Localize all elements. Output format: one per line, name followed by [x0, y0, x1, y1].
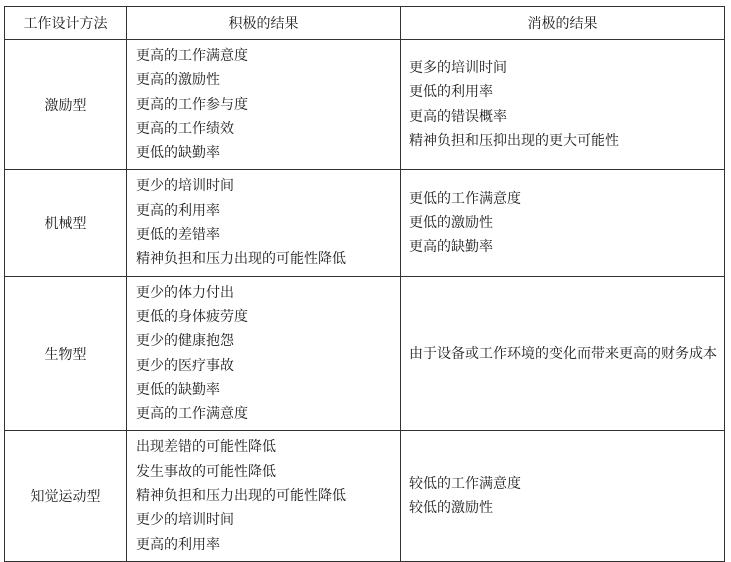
negative-item: 更低的利用率 [409, 84, 493, 101]
positive-results [127, 170, 401, 276]
negative-results [401, 431, 725, 561]
table-row [5, 431, 725, 561]
negative-item: 精神负担和压抑出现的更大可能性 [409, 133, 619, 150]
header-method: 工作设计方法 [5, 7, 127, 40]
positive-item: 更少的健康抱怨 [136, 333, 234, 350]
positive-item: 更高的工作绩效 [136, 120, 234, 137]
positive-item: 更低的缺勤率 [136, 381, 220, 398]
positive-item: 更高的工作参与度 [136, 96, 248, 113]
positive-item: 更低的差错率 [136, 227, 220, 244]
positive-item: 更少的培训时间 [136, 512, 234, 529]
positive-item: 更少的培训时间 [136, 178, 234, 195]
negative-results [401, 170, 725, 276]
positive-item: 更少的医疗事故 [136, 357, 234, 374]
negative-results [401, 276, 725, 431]
positive-item: 精神负担和压力出现的可能性降低 [136, 251, 346, 268]
positive-results [127, 431, 401, 561]
negative-item: 更高的错误概率 [409, 108, 507, 125]
positive-item: 精神负担和压力出现的可能性降低 [136, 488, 346, 505]
header-positive: 积极的结果 [127, 7, 401, 40]
positive-item: 更高的工作满意度 [136, 406, 248, 423]
table-row [5, 40, 725, 170]
positive-item: 更高的工作满意度 [136, 48, 248, 64]
method-cell: 知觉运动型 [5, 431, 127, 561]
positive-item: 更少的体力付出 [136, 284, 234, 301]
negative-item: 更低的激励性 [409, 214, 493, 231]
table-row [5, 170, 725, 276]
positive-item: 更低的缺勤率 [136, 145, 220, 162]
method-cell: 生物型 [5, 276, 127, 431]
positive-results [127, 40, 401, 170]
positive-item: 更高的利用率 [136, 202, 220, 219]
positive-results [127, 276, 401, 431]
negative-item: 较低的激励性 [409, 500, 493, 517]
negative-results [401, 40, 725, 170]
negative-item: 较低的工作满意度 [409, 475, 521, 492]
method-cell: 机械型 [5, 170, 127, 276]
positive-item: 更高的利用率 [136, 536, 220, 553]
header-row [5, 7, 725, 40]
negative-item: 更低的工作满意度 [409, 190, 521, 207]
negative-item: 更多的培训时间 [409, 60, 507, 77]
positive-item: 出现差错的可能性降低 [136, 439, 276, 456]
work-design-table [4, 6, 725, 562]
negative-item: 更高的缺勤率 [409, 239, 493, 256]
method-cell: 激励型 [5, 40, 127, 170]
positive-item: 更低的身体疲劳度 [136, 308, 248, 325]
table-row [5, 276, 725, 431]
positive-item: 发生事故的可能性降低 [136, 463, 276, 480]
negative-item: 由于设备或工作环境的变化而带来更高的财务成本 [409, 345, 717, 362]
positive-item: 更高的激励性 [136, 72, 220, 89]
header-negative: 消极的结果 [401, 7, 725, 40]
